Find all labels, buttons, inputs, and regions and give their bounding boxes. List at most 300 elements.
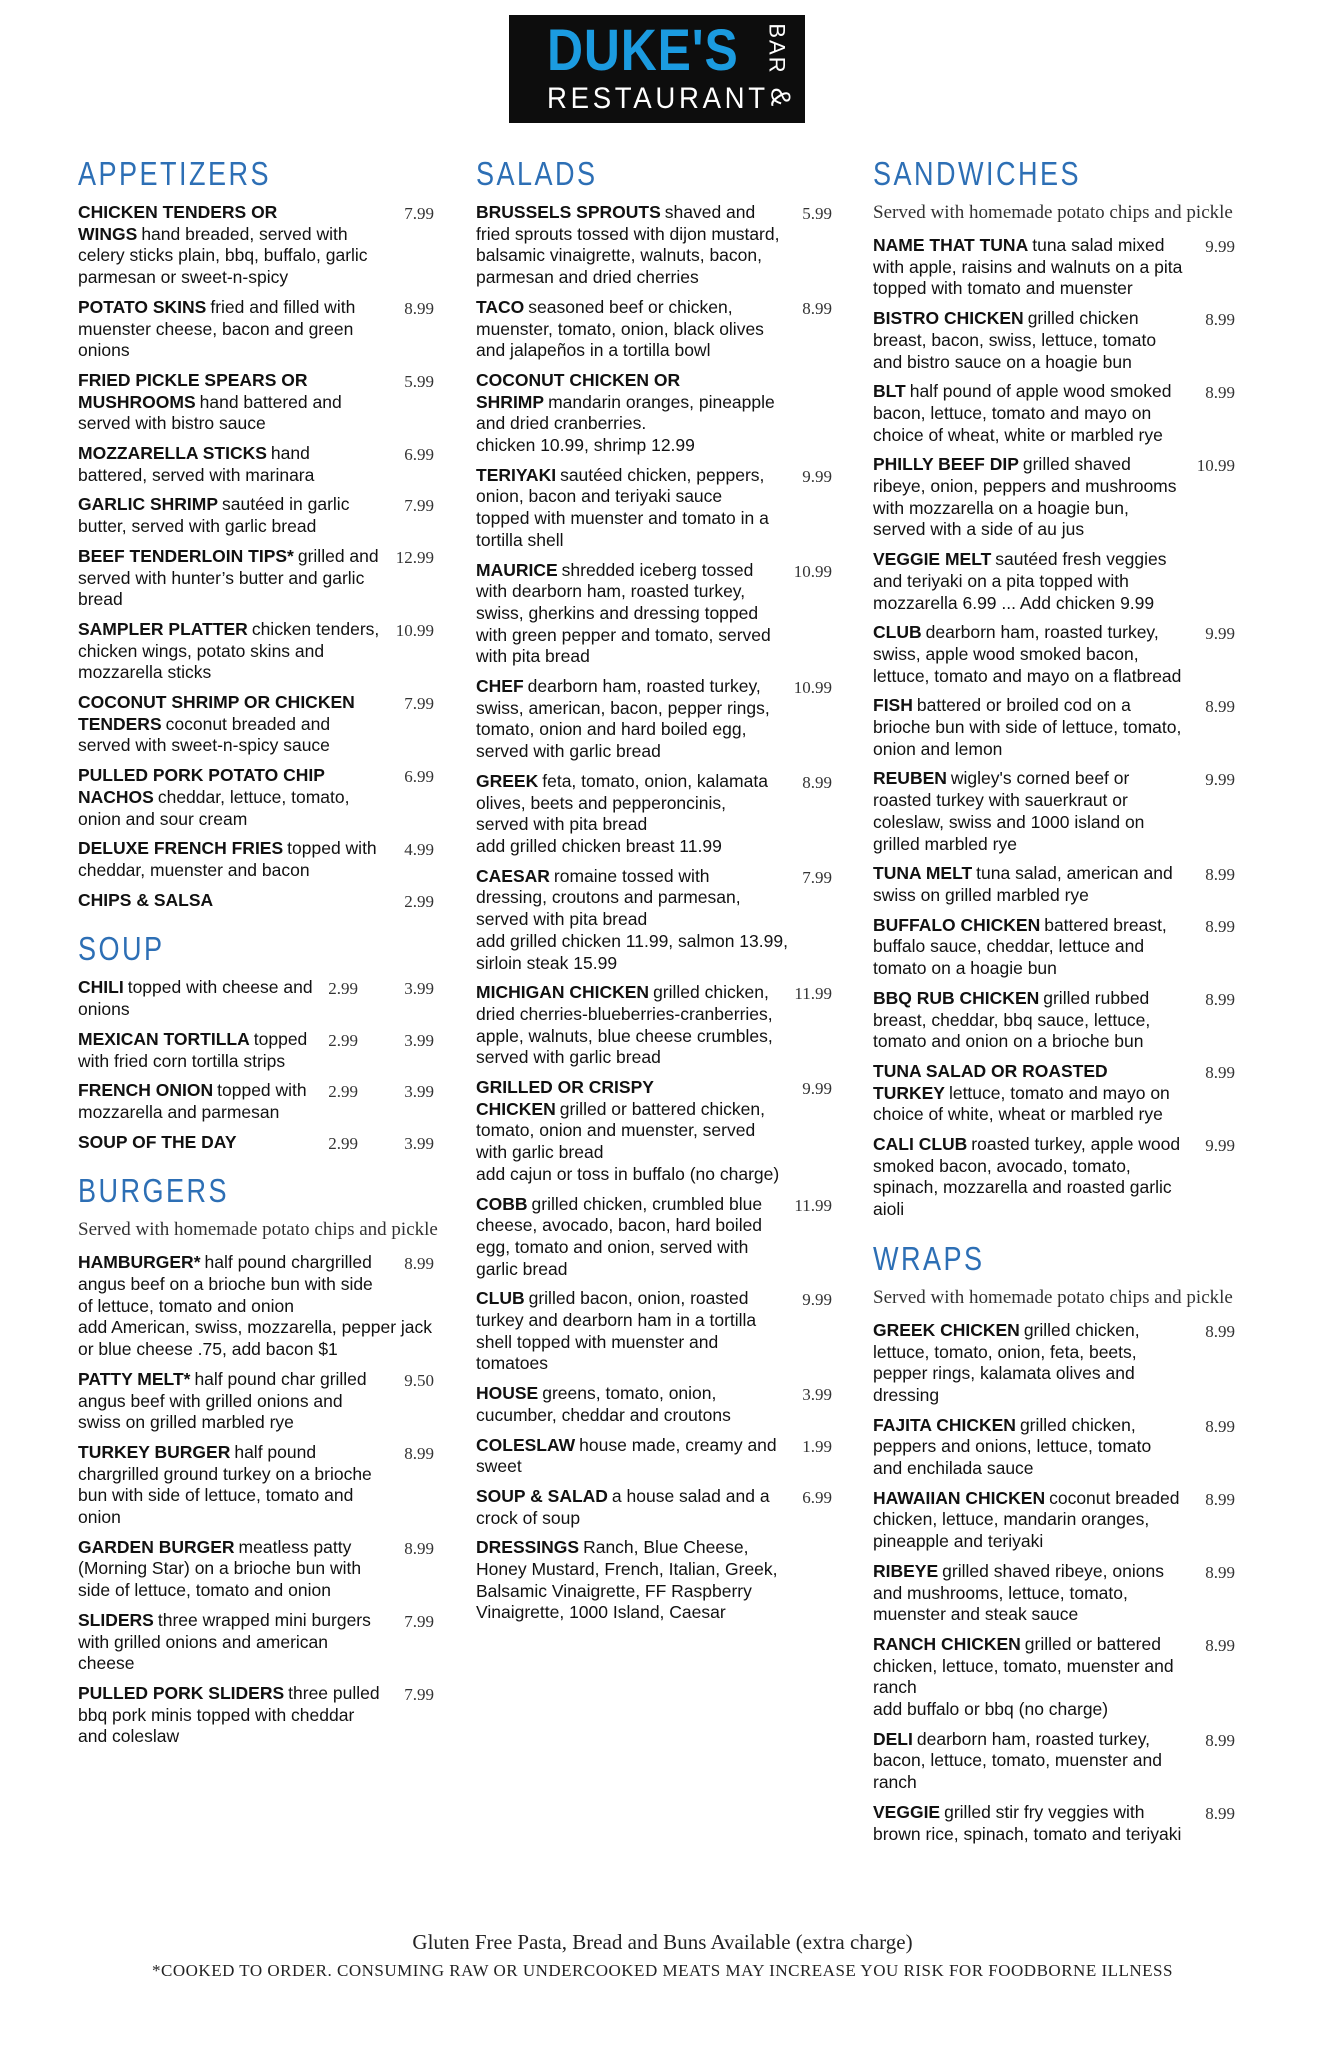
menu-item-name: SAMPLER PLATTER	[78, 618, 248, 639]
menu-item-description: a house salad and a crock of soup	[476, 1485, 770, 1528]
menu-item-description: shaved and fried sprouts tossed with dijon mustard, balsamic vinaigrette, walnuts, bacon, parmesan and dried cherries	[476, 202, 780, 288]
menu-item-name: POTATO SKINS	[78, 296, 207, 317]
section-title-wraps: WRAPS	[873, 1239, 985, 1277]
menu-item-name: TURKEY BURGER	[78, 1441, 231, 1462]
menu-item-description: grilled shaved ribeye, onion, peppers and mushrooms with mozzarella on a hoagie bun, served with a side of au jus	[873, 454, 1177, 540]
menu-item-price: 8.99	[1205, 1489, 1235, 1509]
menu-item-text	[476, 982, 780, 1069]
menu-item-text	[873, 1488, 1183, 1553]
menu-item-description: grilled rubbed breast, cheddar, bbq sauce, lettuce, tomato and onion on a brioche bun	[873, 987, 1151, 1052]
menu-item-text	[476, 1383, 780, 1426]
menu-item-text	[873, 1729, 1183, 1794]
menu-item-description: wigley's corned beef or roasted turkey with sauerkraut or coleslaw, swiss and 1000 island on grilled marbled rye	[873, 768, 1145, 854]
menu-item-price: 8.99	[1205, 1062, 1235, 1082]
menu-item-name: HAWAIIAN CHICKEN	[873, 1487, 1046, 1508]
menu-item-price: 9.99	[1205, 1136, 1235, 1156]
menu-item-name: CLUB	[873, 622, 922, 643]
menu-item-description: meatless patty (Morning Star) on a brioche bun with side of lettuce, tomato and onion	[78, 1536, 362, 1601]
menu-item-text	[476, 1077, 780, 1164]
menu-item-description: hand breaded, served with celery sticks plain, bbq, buffalo, garlic parmesan or sweet-n-spicy	[78, 223, 368, 288]
section-title-appetizers: APPETIZERS	[78, 155, 272, 192]
menu-item-price: 8.99	[1205, 916, 1235, 936]
menu-item-text	[78, 1442, 382, 1529]
menu-item-text	[873, 1320, 1183, 1407]
menu-item	[476, 297, 838, 362]
menu-item-name: MEXICAN TORTILLA	[78, 1028, 250, 1049]
section-wraps	[873, 1237, 1241, 1845]
menu-item-description: seasoned beef or chicken, muenster, tomato, onion, black olives and jalapeños in a tortilla bowl	[476, 296, 764, 361]
menu-item-price: 7.99	[404, 694, 434, 714]
menu-item	[873, 549, 1241, 614]
menu-item-text	[873, 549, 1183, 614]
menu-item-price: 8.99	[802, 298, 832, 318]
menu-item-name: DRESSINGS	[476, 1537, 580, 1558]
menu-item	[78, 494, 440, 537]
menu-item-description: grilled or battered chicken, lettuce, tomato, muenster and ranch	[873, 1633, 1174, 1698]
menu-item-price: 1.99	[802, 1436, 832, 1456]
menu-item-description: grilled chicken, peppers and onions, lettuce, tomato and enchilada sauce	[873, 1414, 1152, 1479]
menu-item-description: sautéed fresh veggies and teriyaki on a pita topped with mozzarella 6.99 ... Add chicken 9.99	[873, 549, 1167, 613]
menu-item-description: lettuce, tomato and mayo on choice of white, wheat or marbled rye	[873, 1082, 1170, 1125]
menu-item-price: 8.99	[404, 1443, 434, 1463]
menu-item-text	[78, 1132, 322, 1154]
section-title-sandwiches: SANDWICHES	[873, 155, 1082, 192]
menu-item-name: FISH	[873, 695, 913, 716]
menu-item	[476, 866, 838, 975]
menu-item-text	[873, 622, 1183, 687]
menu-item-text	[78, 297, 382, 362]
menu-item-price: 9.99	[802, 1290, 832, 1310]
menu-item-description: tuna salad, american and swiss on grilled marbled rye	[873, 863, 1173, 905]
menu-item-name: DELUXE FRENCH FRIES	[78, 838, 284, 859]
menu-item-text	[78, 1029, 322, 1072]
menu-item	[873, 454, 1241, 541]
menu-item-text	[873, 695, 1183, 760]
menu-item-description: tuna salad mixed with apple, raisins and walnuts on a pita topped with tomato and muenster	[873, 235, 1183, 299]
menu-item-name: TUNA SALAD OR ROASTED TURKEY	[873, 1060, 1108, 1103]
section-soup	[78, 927, 440, 1153]
menu-item-text	[78, 1683, 382, 1748]
menu-item-description: house made, creamy and sweet	[476, 1434, 777, 1477]
menu-item-name: GREEK CHICKEN	[873, 1319, 1020, 1340]
menu-item-text	[476, 1435, 780, 1478]
menu-item-name: SLIDERS	[78, 1609, 154, 1630]
menu-item-description: three pulled bbq pork minis topped with cheddar and coleslaw	[78, 1682, 380, 1747]
menu-item	[873, 988, 1241, 1053]
menu-item-text	[873, 988, 1183, 1053]
menu-item-name: MOZZARELLA STICKS	[78, 443, 267, 464]
menu-item	[873, 915, 1241, 980]
column-right	[873, 152, 1241, 1861]
menu-item-price: 8.99	[404, 1254, 434, 1274]
menu-item-name: RANCH CHICKEN	[873, 1633, 1021, 1654]
menu-item-name: COBB	[476, 1193, 528, 1214]
menu-item-text	[873, 308, 1183, 373]
menu-item-name: TERIYAKI	[476, 464, 557, 485]
logo-ampersand: &	[765, 87, 797, 107]
menu-item-price: 8.99	[1205, 1635, 1235, 1655]
menu-item-price-bowl: 3.99	[404, 1082, 434, 1102]
menu-item-price-cup: 2.99	[328, 1133, 358, 1153]
menu-item-price: 10.99	[793, 678, 832, 698]
menu-item-name: FRENCH ONION	[78, 1080, 214, 1101]
menu-item-description: dearborn ham, roasted turkey, swiss, apple wood smoked bacon, lettuce, tomato and mayo on a flatbread	[873, 622, 1182, 686]
menu-item-price: 7.99	[404, 1611, 434, 1631]
menu-item	[873, 1415, 1241, 1480]
menu-item-name: CHILI	[78, 977, 124, 998]
menu-item-name: PULLED PORK SLIDERS	[78, 1682, 285, 1703]
menu-item-name: BISTRO CHICKEN	[873, 308, 1024, 329]
menu-item-description: sautéed chicken, peppers, onion, bacon and teriyaki sauce topped with muenster and tomato in a tortilla shell	[476, 464, 769, 550]
menu-item	[476, 1486, 838, 1529]
section-title-soup: SOUP	[78, 930, 165, 968]
menu-item	[476, 202, 838, 289]
menu-item-price-cup: 2.99	[328, 1030, 358, 1050]
menu-item-text	[78, 619, 382, 684]
menu-item-name: TUNA MELT	[873, 863, 973, 884]
menu-item-text	[78, 765, 382, 830]
menu-item-description: grilled bacon, onion, roasted turkey and dearborn ham in a tortilla shell topped with muenster and tomatoes	[476, 1288, 757, 1374]
section-note-wraps: Served with homemade potato chips and pickle	[873, 1286, 1233, 1308]
menu-item-price: 5.99	[404, 371, 434, 391]
menu-item-description: coconut breaded and served with sweet-n-spicy sauce	[78, 713, 331, 756]
menu-item-description: coconut breaded chicken, lettuce, mandarin oranges, pineapple and teriyaki	[873, 1487, 1180, 1552]
logo-restaurant-text: RESTAURANT	[547, 82, 769, 115]
menu-item-name: DELI	[873, 1728, 913, 1749]
menu-item-description: half pound chargrilled angus beef on a brioche bun with side of lettuce, tomato and onion	[78, 1252, 373, 1316]
menu-item-text	[78, 890, 382, 912]
menu-item	[78, 977, 440, 1020]
menu-item	[78, 838, 440, 881]
menu-item	[873, 1488, 1241, 1553]
menu-item-name: CAESAR	[476, 865, 550, 886]
menu-item-name: PATTY MELT*	[78, 1368, 191, 1389]
menu-item-price-bowl: 3.99	[404, 1133, 434, 1153]
menu-item	[78, 443, 440, 486]
menu-item-description: dearborn ham, roasted turkey, swiss, american, bacon, pepper rings, tomato, onion and hard boiled egg, served with garlic bread	[476, 676, 770, 762]
menu-item-price: 8.99	[1205, 1416, 1235, 1436]
menu-item	[78, 202, 440, 289]
section-appetizers	[78, 152, 440, 911]
menu-item-price-bowl: 3.99	[404, 1030, 434, 1050]
section-title-salads: SALADS	[476, 155, 598, 192]
menu-item-price: 8.99	[1205, 1730, 1235, 1750]
menu-item	[873, 235, 1241, 300]
menu-item-description: romaine tossed with dressing, croutons and parmesan, served with pita bread	[476, 865, 741, 930]
menu-item-price: 7.99	[404, 1684, 434, 1704]
menu-item-text	[476, 1486, 780, 1529]
menu-item-name: VEGGIE MELT	[873, 549, 992, 570]
menu-item	[78, 297, 440, 362]
menu-item-price: 8.99	[1205, 1803, 1235, 1823]
menu-item-price: 5.99	[802, 204, 832, 223]
menu-item-text	[873, 454, 1183, 541]
menu-item-text	[873, 915, 1183, 980]
menu-item-name: BLT	[873, 381, 906, 402]
menu-item-text	[78, 494, 382, 537]
menu-item	[476, 1194, 838, 1281]
menu-item-description: grilled chicken, crumbled blue cheese, avocado, bacon, hard boiled egg, tomato and onion, served with garlic bread	[476, 1193, 763, 1279]
menu-item-name: BUFFALO CHICKEN	[873, 914, 1041, 935]
menu-item-description: greens, tomato, onion, cucumber, cheddar and croutons	[476, 1383, 731, 1425]
menu-item-price: 8.99	[1205, 1321, 1235, 1341]
section-sandwiches	[873, 152, 1241, 1221]
menu-item-text	[476, 866, 780, 931]
menu-item-name: RIBEYE	[873, 1560, 939, 1581]
menu-item-text	[78, 1610, 382, 1675]
menu-item-text	[78, 202, 382, 289]
menu-item-description: shredded iceberg tossed with dearborn ham, roasted turkey, swiss, gherkins and dressing topped with green pepper and tomato, served with pita bread	[476, 559, 771, 667]
menu-item	[476, 771, 838, 858]
menu-item-text	[78, 370, 382, 435]
section-salads	[476, 152, 838, 1624]
menu-item-description: battered or broiled cod on a brioche bun with side of lettuce, tomato, onion and lemon	[873, 695, 1182, 759]
menu-item-text	[476, 465, 780, 552]
menu-item-text	[476, 771, 780, 836]
menu-item-text	[476, 297, 780, 362]
menu-item-price: 8.99	[1205, 865, 1235, 885]
menu-item-price: 11.99	[794, 1195, 832, 1215]
menu-item-text	[873, 1561, 1183, 1626]
menu-item	[873, 863, 1241, 906]
menu-item-name: CHIPS & SALSA	[78, 889, 214, 910]
menu-item-name: CLUB	[476, 1288, 525, 1309]
menu-item-price: 8.99	[1205, 697, 1235, 717]
menu-item	[873, 1134, 1241, 1221]
menu-item-text	[873, 235, 1183, 300]
menu-item-text	[78, 546, 382, 611]
menu-item	[78, 1132, 440, 1154]
menu-item-name: TACO	[476, 296, 525, 317]
menu-item-description: grilled or battered chicken, tomato, onion and muenster, served with garlic bread	[476, 1098, 765, 1163]
menu-item-text	[873, 1415, 1183, 1480]
menu-item-description: battered breast, buffalo sauce, cheddar, lettuce and tomato on a hoagie bun	[873, 914, 1167, 979]
menu-item-text	[78, 692, 382, 757]
menu-item-text	[78, 1252, 382, 1317]
menu-item-price: 2.99	[404, 891, 434, 911]
menu-item-description: mandarin oranges, pineapple and dried cranberries.	[476, 391, 775, 434]
section-title-burgers: BURGERS	[78, 1172, 230, 1210]
menu-item-description: topped with cheddar, muenster and bacon	[78, 838, 377, 880]
menu-item-name: SOUP OF THE DAY	[78, 1131, 237, 1152]
menu-item	[476, 370, 838, 457]
menu-item	[873, 1802, 1241, 1845]
menu-item-text	[476, 1288, 780, 1375]
menu-item	[78, 1029, 440, 1072]
menu-item-price: 3.99	[802, 1385, 832, 1405]
menu-item-name: GRILLED OR CRISPY CHICKEN	[476, 1077, 654, 1119]
menu-item-description: fried and filled with muenster cheese, bacon and green onions	[78, 296, 356, 361]
menu-item-price: 12.99	[395, 547, 434, 567]
menu-item-description: topped with mozzarella and parmesan	[78, 1080, 307, 1122]
menu-item-price: 9.99	[802, 466, 832, 486]
menu-item	[78, 1080, 440, 1123]
menu-item	[78, 890, 440, 912]
menu-item	[873, 1320, 1241, 1407]
menu-item	[78, 692, 440, 757]
menu-item-price: 10.99	[793, 561, 832, 581]
menu-item	[873, 695, 1241, 760]
menu-item	[873, 1561, 1241, 1626]
menu-item-description: topped with cheese and onions	[78, 977, 313, 1020]
menu-item-price: 9.99	[802, 1079, 832, 1099]
menu-item	[476, 465, 838, 552]
menu-item-name: BRUSSELS SPROUTS	[476, 202, 661, 222]
menu-item-description: grilled chicken, lettuce, tomato, onion, feta, beets, pepper rings, kalamata olives and dressing	[873, 1319, 1140, 1405]
menu-item	[873, 1061, 1241, 1126]
menu-item-extra: add grilled chicken 11.99, salmon 13.99, sirloin steak 15.99	[476, 930, 788, 973]
menu-item	[476, 1383, 838, 1426]
menu-item-name: MAURICE	[476, 559, 558, 580]
menu-item-price-cup: 2.99	[328, 1082, 358, 1102]
menu-item-price: 9.99	[1205, 237, 1235, 256]
menu-item-name: COLESLAW	[476, 1434, 576, 1455]
menu-item-price: 8.99	[1205, 1562, 1235, 1582]
menu-item-name: VEGGIE	[873, 1801, 941, 1822]
menu-item-price: 9.99	[1205, 624, 1235, 644]
menu-item	[78, 765, 440, 830]
menu-item-description: feta, tomato, onion, kalamata olives, beets and pepperoncinis, served with pita bread	[476, 770, 768, 835]
footer-gluten-free-note: Gluten Free Pasta, Bread and Buns Available (extra charge)	[412, 1930, 913, 1954]
menu-item-price: 6.99	[404, 767, 434, 787]
menu-item-price: 7.99	[404, 204, 434, 223]
menu-item-name: BEEF TENDERLOIN TIPS*	[78, 545, 294, 566]
menu-item-description: grilled and served with hunter’s butter and garlic bread	[78, 545, 379, 610]
menu-item-price: 6.99	[802, 1487, 832, 1507]
menu-item-description: half pound chargrilled ground turkey on a brioche bun with side of lettuce, tomato and onion	[78, 1441, 372, 1528]
logo-bar-text: BAR	[765, 23, 790, 75]
menu-item-name: GREEK	[476, 770, 539, 791]
menu-item-description: dearborn ham, roasted turkey, bacon, lettuce, tomato, muenster and ranch	[873, 1728, 1162, 1793]
menu-item-description: chicken tenders, chicken wings, potato skins and mozzarella sticks	[78, 618, 380, 683]
menu-item-price: 11.99	[794, 984, 832, 1004]
menu-item	[78, 1683, 440, 1748]
menu-item-price-bowl: 3.99	[404, 979, 434, 999]
menu-item-text	[873, 1634, 1183, 1699]
menu-item-description: grilled stir fry veggies with brown rice, spinach, tomato and teriyaki	[873, 1801, 1182, 1844]
menu-item-text	[873, 1134, 1183, 1221]
menu-item-price: 8.99	[1205, 310, 1235, 330]
menu-item-name: BBQ RUB CHICKEN	[873, 987, 1040, 1008]
menu-item-text	[78, 443, 382, 486]
menu-item-price: 4.99	[404, 840, 434, 860]
menu-item	[873, 768, 1241, 855]
menu-item	[78, 1252, 440, 1361]
menu-item	[873, 1634, 1241, 1721]
menu-item-name: CHEF	[476, 676, 524, 697]
menu-item-description: three wrapped mini burgers with grilled onions and american cheese	[78, 1609, 371, 1674]
menu-item-extra: add grilled chicken breast 11.99	[476, 835, 722, 856]
menu-item-description: half pound char grilled angus beef with grilled onions and swiss on grilled marbled rye	[78, 1368, 367, 1433]
menu-item-extra: add cajun or toss in buffalo (no charge)	[476, 1163, 780, 1184]
menu-item-price-cup: 2.99	[328, 979, 358, 999]
menu-item-description: cheddar, lettuce, tomato, onion and sour cream	[78, 786, 350, 829]
menu-item-description: hand battered and served with bistro sauce	[78, 391, 342, 434]
menu-item-text	[78, 838, 382, 881]
menu-item-text	[476, 560, 780, 669]
menu-item-name: GARLIC SHRIMP	[78, 494, 218, 515]
menu-item-description: Ranch, Blue Cheese, Honey Mustard, French, Italian, Greek, Balsamic Vinaigrette, FF Raspberry Vinaigrette, 1000 Island, Caesar	[476, 1537, 778, 1623]
menu-item	[476, 1077, 838, 1186]
menu-item-text	[476, 1194, 780, 1281]
menu-item-name: GARDEN BURGER	[78, 1536, 235, 1557]
menu-item-name: CHICKEN TENDERS OR WINGS	[78, 202, 278, 244]
menu-item-text	[78, 1369, 382, 1434]
menu-item-description: grilled shaved ribeye, onions and mushrooms, lettuce, tomato, muenster and steak sauce	[873, 1560, 1164, 1625]
menu-item-description: grilled chicken breast, bacon, swiss, lettuce, tomato and bistro sauce on a hoagie bun	[873, 308, 1157, 372]
menu-item	[78, 1442, 440, 1529]
menu-item-text	[873, 768, 1183, 855]
menu-item-text	[873, 863, 1183, 906]
menu-item-description: roasted turkey, apple wood smoked bacon, avocado, tomato, spinach, mozzarella and roasted garlic aioli	[873, 1134, 1181, 1220]
menu-item	[476, 1435, 838, 1478]
menu-item-extra: add American, swiss, mozzarella, pepper jack or blue cheese .75, add bacon $1	[78, 1317, 433, 1360]
menu-item	[476, 676, 838, 763]
menu-item-price: 8.99	[404, 298, 434, 318]
menu-item-name: MICHIGAN CHICKEN	[476, 982, 650, 1003]
menu-item-description: topped with fried corn tortilla strips	[78, 1028, 308, 1071]
menu-item	[78, 546, 440, 611]
menu-item-name: PHILLY BEEF DIP	[873, 454, 1019, 475]
menu-item	[476, 982, 838, 1069]
menu-item-text	[873, 381, 1183, 446]
menu-item-extra: add buffalo or bbq (no charge)	[873, 1699, 1109, 1720]
restaurant-logo	[509, 15, 805, 123]
menu-item-text	[476, 370, 780, 435]
menu-item	[78, 1610, 440, 1675]
menu-item-price: 7.99	[404, 496, 434, 516]
section-burgers	[78, 1169, 440, 1748]
menu-item	[78, 1537, 440, 1602]
menu-item-text	[78, 1537, 382, 1602]
menu-item-name: COCONUT SHRIMP OR CHICKEN TENDERS	[78, 692, 355, 734]
column-left	[78, 152, 440, 1764]
menu-item-name: FAJITA CHICKEN	[873, 1414, 1016, 1435]
menu-item	[873, 308, 1241, 373]
column-middle	[476, 152, 838, 1640]
menu-item-text	[78, 977, 322, 1020]
menu-item-price: 9.99	[1205, 770, 1235, 790]
menu-item-text	[476, 1537, 780, 1624]
menu-item	[476, 560, 838, 669]
menu-item-price: 8.99	[404, 1538, 434, 1558]
menu-item-name: HAMBURGER*	[78, 1252, 201, 1273]
menu-item-price: 8.99	[1205, 383, 1235, 403]
menu-item	[873, 622, 1241, 687]
menu-item-description: grilled chicken, dried cherries-blueberries-cranberries, apple, walnuts, blue cheese crumbles, served with garlic bread	[476, 982, 773, 1068]
menu-item	[476, 1288, 838, 1375]
logo-name: DUKE'S	[547, 18, 739, 83]
menu-item-price: 7.99	[802, 867, 832, 887]
menu-item-name: HOUSE	[476, 1383, 539, 1404]
menu-item	[78, 370, 440, 435]
section-note-burgers: Served with homemade potato chips and pickle	[78, 1219, 438, 1241]
menu-item	[78, 1369, 440, 1434]
menu-item-name: PULLED PORK POTATO CHIP NACHOS	[78, 765, 325, 807]
menu-item-text	[476, 676, 780, 763]
menu-item-price: 8.99	[1205, 989, 1235, 1009]
menu-item	[78, 619, 440, 684]
menu-item	[873, 1729, 1241, 1794]
menu-item-text	[873, 1061, 1183, 1126]
menu-item-name: NAME THAT TUNA	[873, 235, 1029, 255]
menu-item-price: 8.99	[802, 772, 832, 792]
menu-item-text	[78, 1080, 322, 1123]
menu-item-price: 6.99	[404, 445, 434, 465]
section-note-sandwiches: Served with homemade potato chips and pickle	[873, 202, 1233, 223]
menu-item-description: hand battered, served with marinara	[78, 443, 315, 485]
menu-item-text	[873, 1802, 1183, 1845]
